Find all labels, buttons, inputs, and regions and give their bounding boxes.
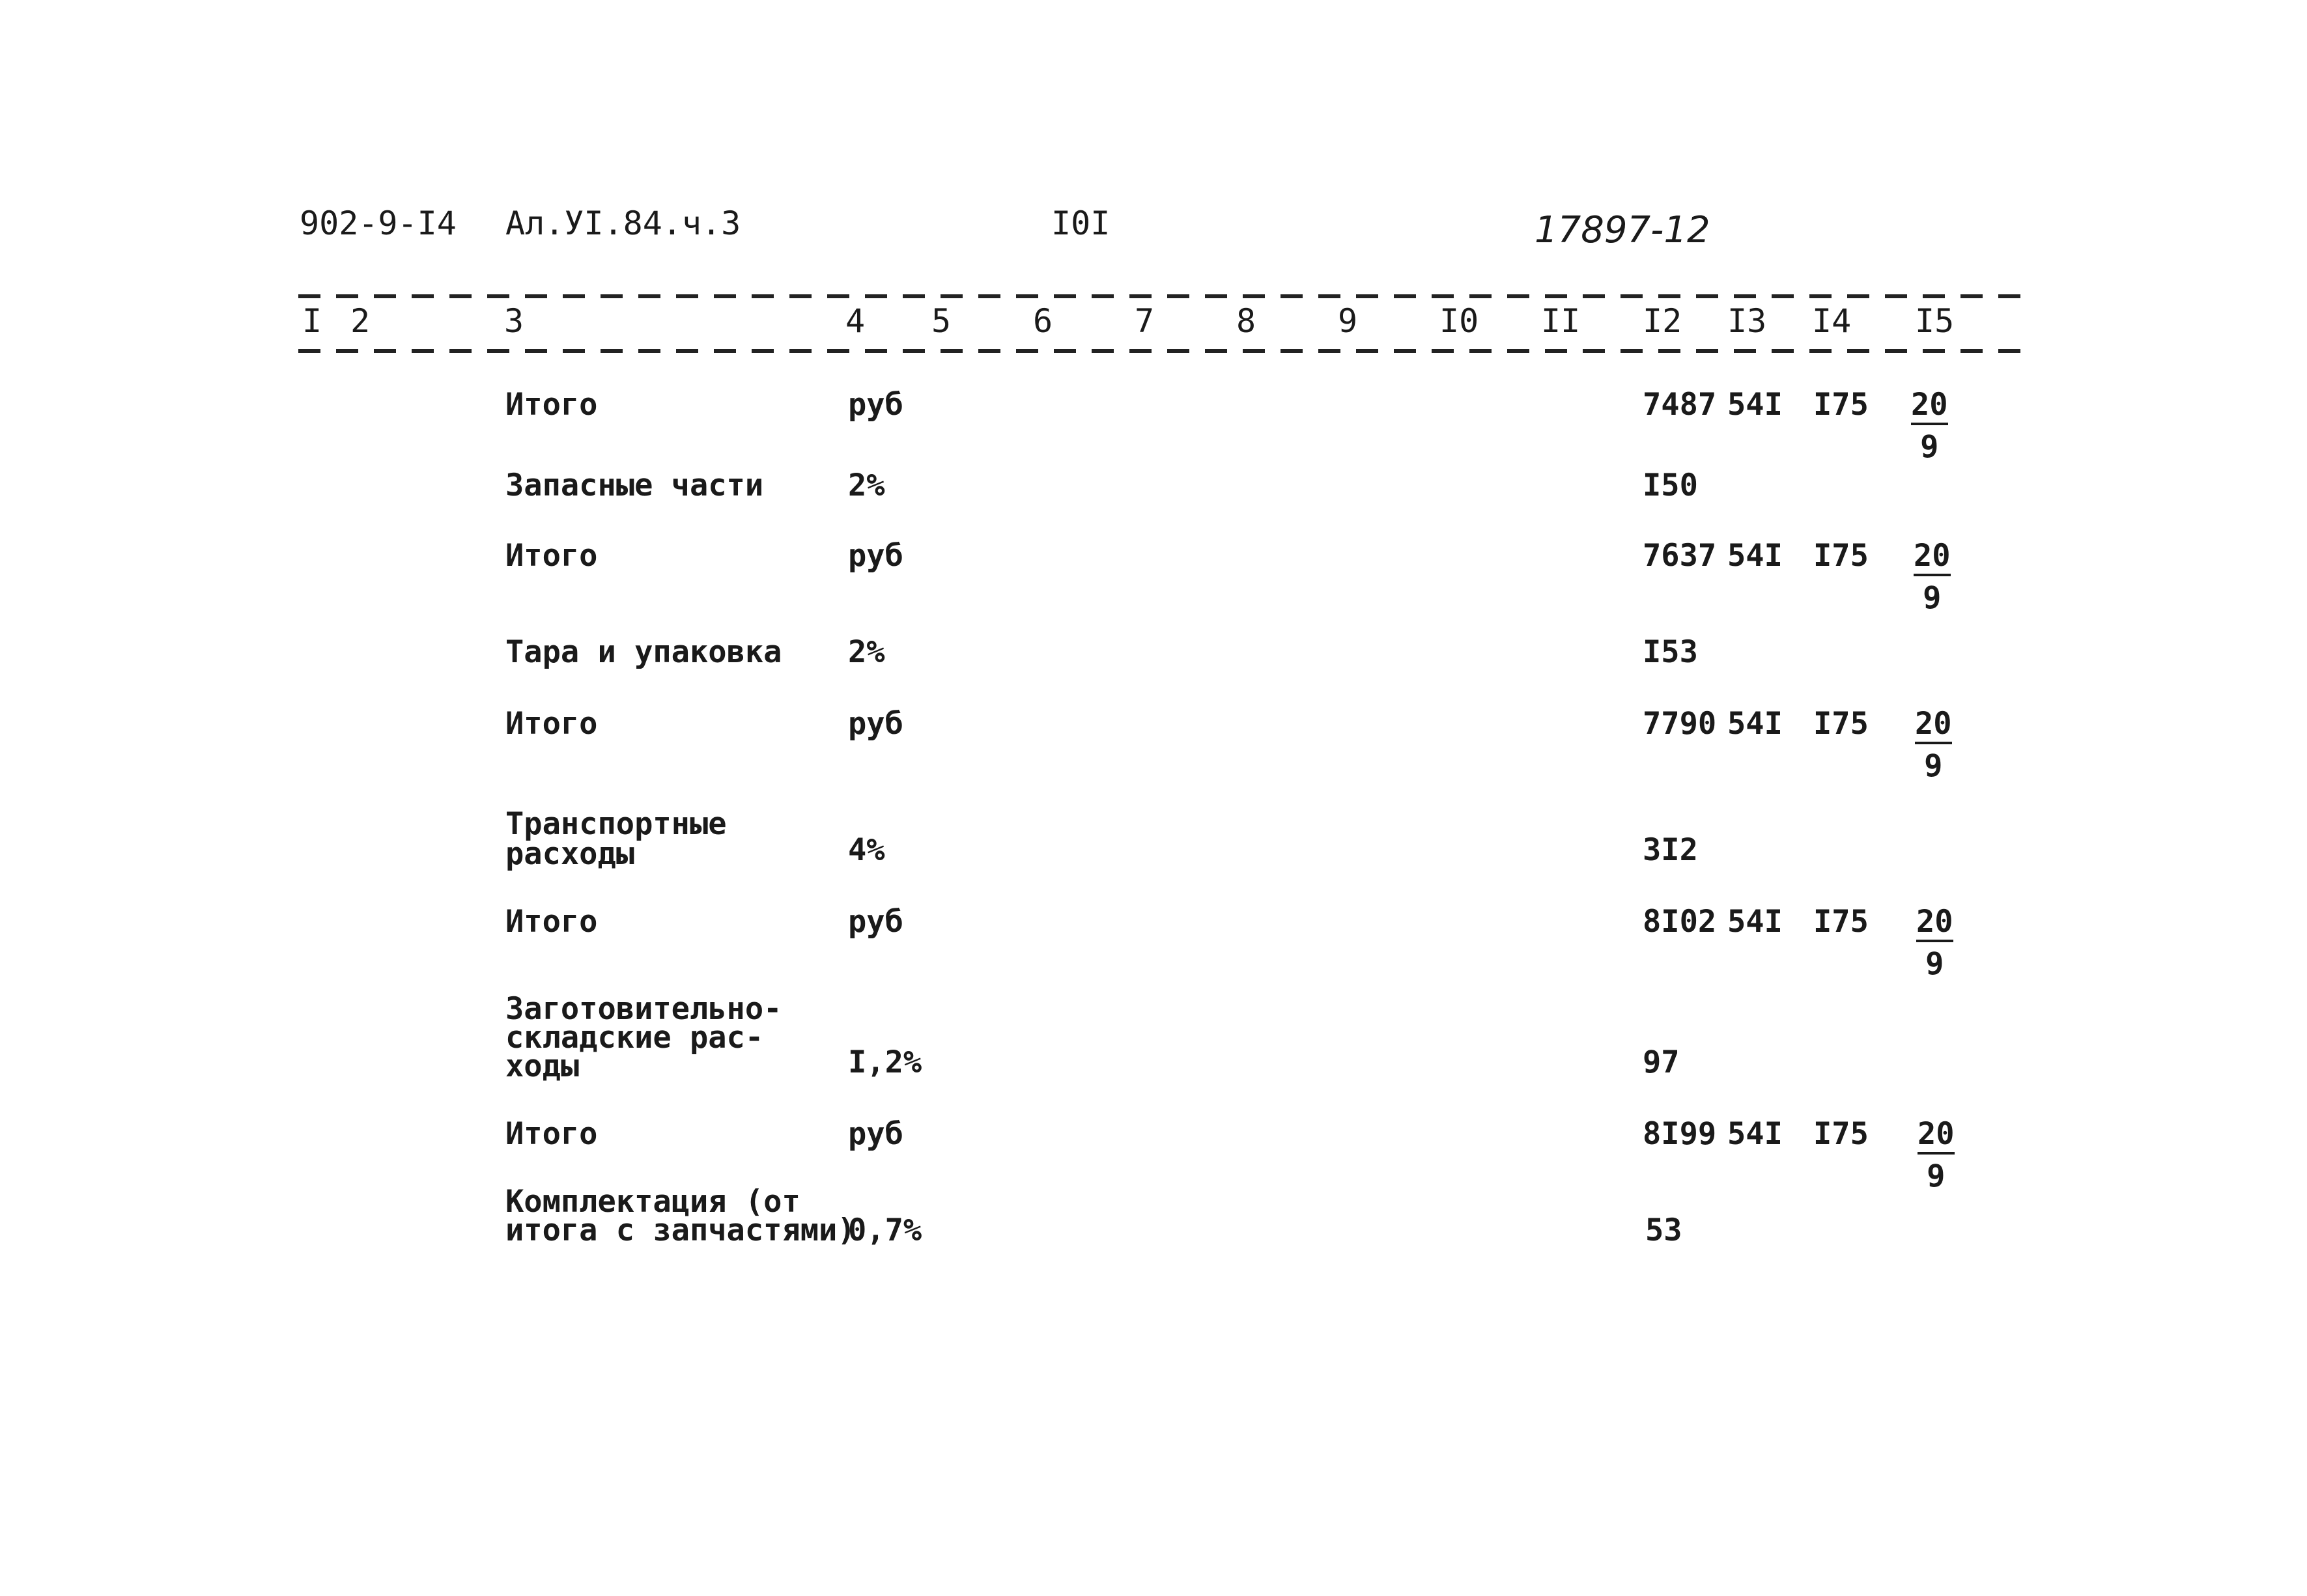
row-9-name: Итого — [505, 1116, 598, 1152]
column-header-1: I — [302, 302, 322, 340]
row-5-col12: 7790 — [1643, 706, 1717, 742]
column-header-10: I0 — [1439, 302, 1479, 340]
row-3-col14: I75 — [1813, 538, 1869, 574]
row-9-col13: 54I — [1727, 1116, 1783, 1152]
document-code: 902-9-I4 — [300, 204, 457, 242]
row-3-col15-numerator: 20 — [1914, 540, 1951, 576]
row-7-col15-denominator: 9 — [1925, 946, 1944, 982]
row-8-name-line-2: складские рас- — [505, 1020, 764, 1056]
column-header-8: 8 — [1236, 302, 1256, 340]
row-7-col15-fraction — [1916, 904, 1953, 982]
header-rule-top — [298, 294, 2024, 298]
album-reference: Ал.УI.84.ч.3 — [505, 204, 741, 242]
row-7-name: Итого — [505, 904, 598, 940]
row-10-name-line-2: итога с запчастями) — [505, 1212, 856, 1248]
column-header-2: 2 — [350, 302, 371, 340]
row-1-col13: 54I — [1727, 387, 1783, 423]
column-header-7: 7 — [1135, 302, 1155, 340]
column-header-13: I3 — [1727, 302, 1767, 340]
row-4-name: Тара и упаковка — [505, 634, 782, 670]
row-7-col12: 8I02 — [1643, 904, 1717, 940]
row-8-name-line-1: Заготовительно- — [505, 991, 782, 1027]
row-7-col13: 54I — [1727, 904, 1783, 940]
row-5-name: Итого — [505, 706, 598, 742]
row-1-name: Итого — [505, 387, 598, 423]
row-5-col13: 54I — [1727, 706, 1783, 742]
row-9-col15-denominator: 9 — [1927, 1158, 1946, 1194]
row-2-col12: I50 — [1643, 468, 1698, 503]
row-3-unit: руб — [848, 538, 903, 574]
row-1-col15-numerator: 20 — [1911, 389, 1948, 425]
header-rule-bottom — [298, 349, 2024, 353]
row-5-col14: I75 — [1813, 706, 1869, 742]
row-3-col15-fraction — [1914, 538, 1951, 616]
row-10-unit: 0,7% — [848, 1212, 922, 1248]
row-10-name-line-1: Комплектация (от — [505, 1184, 800, 1220]
column-header-14: I4 — [1812, 302, 1852, 340]
row-5-col15-numerator: 20 — [1915, 708, 1952, 744]
row-6-name-line-2: расходы — [505, 836, 635, 872]
column-header-6: 6 — [1033, 302, 1053, 340]
row-5-unit: руб — [848, 706, 903, 742]
column-header-9: 9 — [1338, 302, 1358, 340]
row-3-col13: 54I — [1727, 538, 1783, 574]
row-6-col12: 3I2 — [1643, 832, 1698, 868]
row-1-col14: I75 — [1813, 387, 1869, 423]
row-1-col15-denominator: 9 — [1920, 429, 1939, 465]
inventory-stamp: 17897-12 — [1535, 209, 1710, 251]
row-6-unit: 4% — [848, 832, 885, 868]
column-header-15: I5 — [1915, 302, 1955, 340]
row-3-col15-denominator: 9 — [1923, 580, 1942, 616]
page-number: I0I — [1051, 204, 1111, 242]
row-8-col12: 97 — [1643, 1044, 1680, 1080]
row-5-col15-denominator: 9 — [1924, 748, 1943, 784]
column-header-5: 5 — [931, 302, 952, 340]
row-2-name: Запасные части — [505, 468, 764, 503]
row-9-col12: 8I99 — [1643, 1116, 1717, 1152]
row-1-col15-fraction — [1911, 387, 1948, 465]
row-8-name-line-3: ходы — [505, 1048, 580, 1084]
row-4-col12: I53 — [1643, 634, 1698, 670]
row-3-col12: 7637 — [1643, 538, 1717, 574]
row-3-name: Итого — [505, 538, 598, 574]
column-header-11: II — [1541, 302, 1581, 340]
column-header-12: I2 — [1643, 302, 1682, 340]
row-7-col15-numerator: 20 — [1916, 906, 1953, 942]
row-5-col15-fraction — [1915, 706, 1952, 784]
column-header-4: 4 — [845, 302, 866, 340]
row-9-col14: I75 — [1813, 1116, 1869, 1152]
row-9-col15-fraction — [1918, 1116, 1955, 1194]
column-header-3: 3 — [504, 302, 524, 340]
row-9-col15-numerator: 20 — [1918, 1119, 1955, 1155]
row-7-unit: руб — [848, 904, 903, 940]
row-7-col14: I75 — [1813, 904, 1869, 940]
row-8-unit: I,2% — [848, 1044, 922, 1080]
row-6-name-line-1: Транспортные — [505, 806, 727, 842]
row-10-col12: 53 — [1645, 1212, 1682, 1248]
row-1-unit: руб — [848, 387, 903, 423]
row-1-col12: 7487 — [1643, 387, 1717, 423]
row-2-unit: 2% — [848, 468, 885, 503]
row-9-unit: руб — [848, 1116, 903, 1152]
row-4-unit: 2% — [848, 634, 885, 670]
